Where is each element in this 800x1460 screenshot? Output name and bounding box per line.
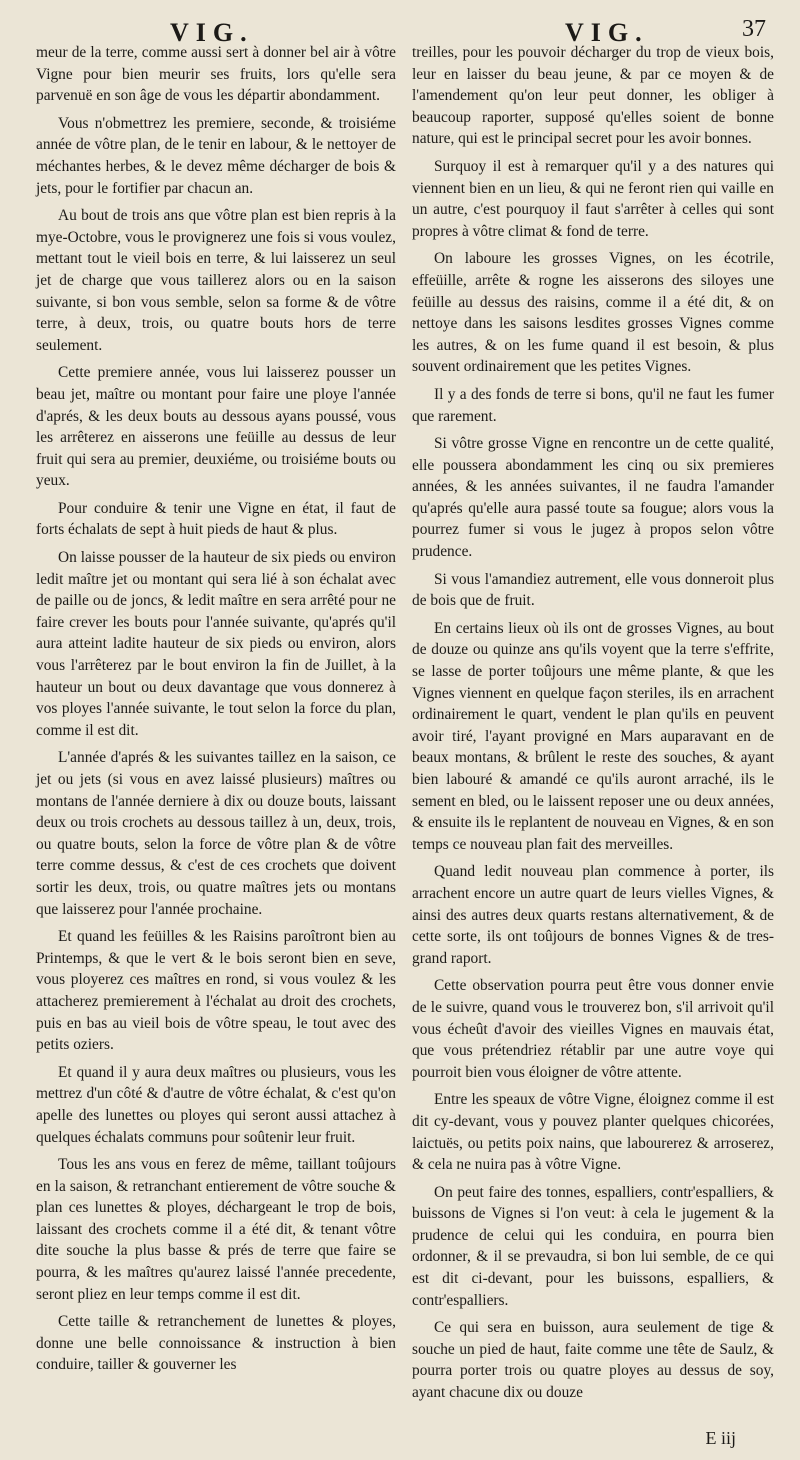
paragraph: Pour conduire & tenir une Vigne en état, il faut de forts échalats de sept à huit pieds de haut & plus. xyxy=(36,499,396,539)
paragraph: On peut faire des tonnes, espalliers, contr'espalliers, & buissons de Vignes si l'on veut: à cela le jugement & la prudence de celui qui les conduira, en pourra bien ordonner, & il se prevaudra, si bon lui semble, de ce qui est dit ci-devant, pour les buissons, espalliers, & contr'espalliers. xyxy=(412,1183,774,1309)
page-number: 37 xyxy=(742,16,766,42)
paragraph: Et quand les feüilles & les Raisins paroîtront bien au Printemps, & que le vert & le bois seront bien en seve, vous ployerez ces maîtres en rond, si vous voulez & les attacherez premierement à l'échalat au droit des crochets, puis en bas au vieil bois de vôtre speau, le tout avec des petits oziers. xyxy=(36,928,396,1054)
paragraph: Quand ledit nouveau plan commence à porter, ils arrachent encore un autre quart de leurs vielles Vignes, & ainsi des autres deux quarts restans alternativement, & de cette sorte, ils ont toûjours de bonnes Vignes & de tres-grand raport. xyxy=(412,863,774,967)
paragraph: On laboure les grosses Vignes, on les écotrile, effeüille, arrête & rogne les aisserons des siloyes une feüille au dessus des raisins, comme il a été dit, & on nettoye dans les saisons lesdites grosses Vignes comme les autres, & on les fume quand il est besoin, & plus souvent ordinairement que les petites Vignes. xyxy=(412,250,774,376)
running-head-right: VIG. xyxy=(565,18,649,47)
paragraph: treilles, pour les pouvoir décharger du trop de vieux bois, leur en laisser du beau jeune, & par ce moyen & de l'amendement qu'on leur peut donner, les obliger à beaucoup raporter, supposé qu'elles soient de bonne nature, qui est le principal secret pour les avoir bonnes. xyxy=(412,44,774,148)
paragraph: Et quand il y aura deux maîtres ou plusieurs, vous les mettrez d'un côté & d'autre de vôtre échalat, & c'est qu'on apelle des lunettes ou ployes qui seront aussi attachez à quelques échalats communs pour soûtenir leur fruit. xyxy=(36,1063,396,1146)
paragraph: Cette taille & retranchement de lunettes & ployes, donne une belle connoissance & instruction à bien conduire, tailler & gouverner les xyxy=(36,1313,396,1374)
paragraph: Surquoy il est à remarquer qu'il y a des natures qui viennent bien en un lieu, & qui ne feront rien qui vaille en un autre, c'est pourquoy il faut s'arrêter à celles qui sont propres à vôtre climat & fond de terre. xyxy=(412,157,774,240)
paragraph: En certains lieux où ils ont de grosses Vignes, au bout de douze ou quinze ans qu'ils voyent que la terre s'effrite, se lasse de porter toûjours une même plante, & que les Vignes viennent en quelque façon steriles, ils en arrachent ordinairement le quart, vendent le plan qu'ils en peuvent avoir tiré, l'ayant provigné en Mars auparavant en de beaux montans, & brûlent le reste des souches, & ayant bien labouré & amandé ce qu'ils auront arraché, ils le sement en bled, ou le laissent reposer une ou deux années, & ensuite ils le replantent de nouveau en Vignes, & en son temps ce nouveau plan fait des merveilles. xyxy=(412,619,774,853)
paragraph: meur de la terre, comme aussi sert à donner bel air à vôtre Vigne pour bien meurir ses fruits, lors qu'elle sera parvenuë en son âge de vous les départir abondamment. xyxy=(36,44,396,105)
paragraph: Au bout de trois ans que vôtre plan est bien repris à la mye-Octobre, vous le provignerez une fois si vous voulez, mettant tout le vieil bois en terre, & lui laisserez un seul jet de charge que vous taillerez alors ou en la saison suivante, si bon vous semble, selon sa forme & de vôtre terre, à deux, trois, ou quatre bouts hors de terre seulement. xyxy=(36,207,396,354)
paragraph: Ce qui sera en buisson, aura seulement de tige & souche un pied de haut, faite comme une tête de Saulz, & pourra porter trois ou quatre ployes au dessus de soy, ayant chacune dix ou douze xyxy=(412,1319,774,1402)
paragraph: Tous les ans vous en ferez de même, taillant toûjours en la saison, & retranchant entierement de vôtre souche & plan ces lunettes & ployes, déchargeant le trop de bois, laissant des crochets comme il a été dit, & tenant vôtre dite souche la plus basse & prés de terre que faire se pourra, & les maîtres qu'aurez laissé l'année precedente, seront pliez en leur temps comme il est dit. xyxy=(36,1156,396,1303)
paragraph: Entre les speaux de vôtre Vigne, éloignez comme il est dit cy-devant, vous y pouvez planter quelques chicorées, laictuës, ou petits poix nains, que labourerez & arroserez, & cela ne nuira pas à vôtre Vigne. xyxy=(412,1091,774,1174)
paragraph: L'année d'aprés & les suivantes taillez en la saison, ce jet ou jets (si vous en avez laissé plusieurs) maîtres ou montans de l'année derniere à dix ou douze bouts, laissant deux ou trois crochets au dessous taillez à un, deux, trois, ou quatre bouts, selon la force de vôtre plan & de vôtre terre comme dessus, & c'est de ces crochets que doivent sortir les deux, trois, ou quatre maîtres jets ou montans que laisserez pour l'année prochaine. xyxy=(36,749,396,918)
signature-mark: E iij xyxy=(705,1428,736,1448)
paragraph: Si vôtre grosse Vigne en rencontre un de cette qualité, elle poussera abondamment les cinq ou six premieres années, & les années suivantes, il ne faudra l'amander qu'aprés qu'elle aura passé toute sa fougue; alors vous la pourrez fumer si vous le jugez à propos selon vôtre prudence. xyxy=(412,435,774,561)
paragraph: Cette premiere année, vous lui laisserez pousser un beau jet, maître ou montant pour faire une ploye l'année d'aprés, & les deux bouts au dessous ayans poussé, vous les arrêterez en aisserons une feüille au dessus de leur fruit qui sera au premier, deuxiéme, ou troisiéme bouts ou yeux. xyxy=(36,364,396,490)
paragraph: Il y a des fonds de terre si bons, qu'il ne faut les fumer que rarement. xyxy=(412,385,774,425)
paragraph: On laisse pousser de la hauteur de six pieds ou environ ledit maître jet ou montant qui sera lié à son échalat avec de paille ou de joncs, & ledit maître en sera arrêté pour ne faire crever les bouts pour l'année suivante, qu'aprés qu'il aura atteint ladite hauteur de six pieds ou environ, alors vous l'arrêterez par le bout environ la fin de Juillet, à la hauteur un bout ou deux davantage que vous donnerez à vos ployes l'année suivante, le tout selon la force du plan, comme il est dit. xyxy=(36,549,396,739)
running-head-left: VIG. xyxy=(170,18,254,47)
left-text-column xyxy=(36,42,396,1382)
paragraph: Vous n'obmettrez les premiere, seconde, & troisiéme année de vôtre plan, de le tenir en labour, & le nettoyer de méchantes herbes, & le devez même décharger de bois & jets, pour le fortifier par chacun an. xyxy=(36,114,396,197)
right-text-column xyxy=(412,42,774,1410)
paragraph: Si vous l'amandiez autrement, elle vous donneroit plus de bois que de fruit. xyxy=(412,570,774,610)
paragraph: Cette observation pourra peut être vous donner envie de le suivre, quand vous le trouverez bon, s'il arrivoit qu'il vous écheût d'avoir des vieilles Vignes en mauvais état, que vous prétendriez rétablir par une autre voye qui pourroit bien vous éloigner de vôtre attente. xyxy=(412,977,774,1081)
